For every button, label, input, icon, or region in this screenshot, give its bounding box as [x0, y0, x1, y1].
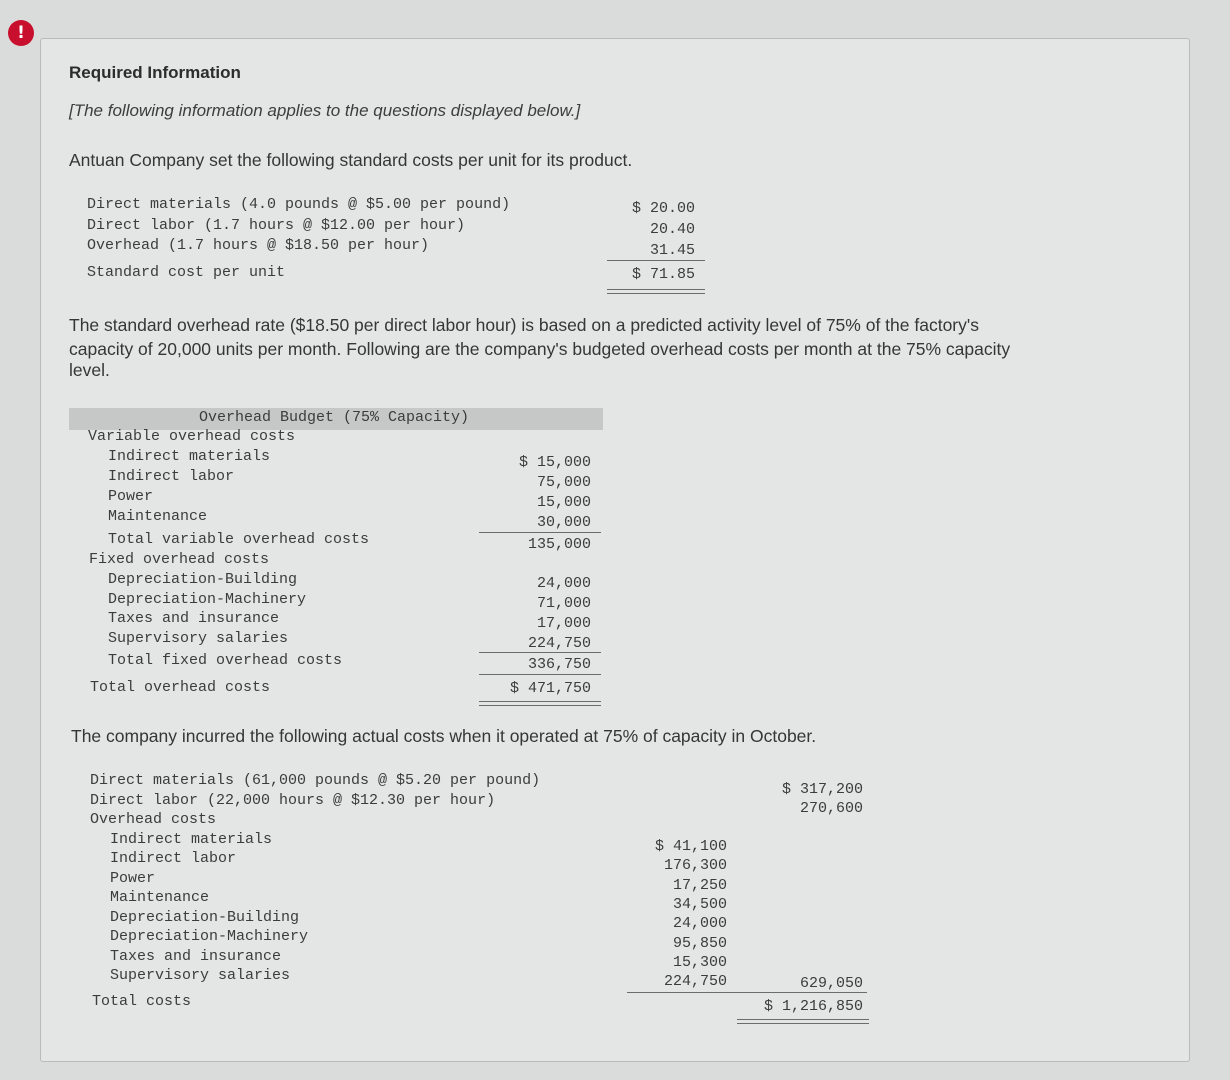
subtotal-rule	[479, 652, 601, 653]
total-double-rule	[479, 701, 601, 706]
budget-item-label: Taxes and insurance	[108, 610, 280, 627]
instruction-note: [The following information applies to the questions displayed below.]	[69, 101, 581, 120]
budget-item-value: 24,000	[536, 575, 591, 592]
std-row-label: Overhead (1.7 hours @ $18.50 per hour)	[87, 237, 430, 254]
actual-item-value: 176,300	[663, 857, 727, 874]
actual-dm-label: Direct materials (61,000 pounds @ $5.20 per pound)	[90, 772, 541, 789]
actual-item-value: 15,300	[672, 954, 727, 971]
actual-item-value: 95,850	[672, 935, 727, 952]
actual-dm-value: $ 317,200	[781, 781, 863, 798]
overhead-para-line: capacity of 20,000 units per month. Following are the company's budgeted overhead costs per month at the 75% capacity	[69, 339, 1011, 359]
actual-intro-text: The company incurred the following actual costs when it operated at 75% of capacity in October.	[71, 726, 817, 746]
budget-item-label: Power	[108, 488, 154, 505]
actual-item-label: Supervisory salaries	[110, 967, 291, 984]
required-information-card	[40, 38, 1190, 1062]
actual-item-label: Depreciation-Building	[110, 909, 300, 926]
actual-item-label: Indirect labor	[110, 850, 237, 867]
actual-overhead-total: 629,050	[799, 975, 863, 992]
std-row-label: Direct labor (1.7 hours @ $12.00 per hour)	[87, 217, 466, 234]
actual-total-label: Total costs	[92, 993, 192, 1010]
budget-title: Overhead Budget (75% Capacity)	[199, 409, 470, 426]
budget-item-label: Depreciation-Building	[108, 571, 298, 588]
overhead-para-line: level.	[69, 360, 110, 380]
actual-item-value: 24,000	[672, 915, 727, 932]
variable-total-value: 135,000	[527, 536, 591, 553]
std-total-label: Standard cost per unit	[87, 264, 286, 281]
section-heading: Required Information	[69, 63, 241, 82]
actual-item-value: 34,500	[672, 896, 727, 913]
budget-item-value: 224,750	[527, 635, 591, 652]
budget-item-value: 75,000	[536, 474, 591, 491]
actual-overhead-header: Overhead costs	[90, 811, 217, 828]
actual-total-value: $ 1,216,850	[763, 998, 863, 1015]
std-row-value: 20.40	[649, 221, 695, 238]
actual-dl-value: 270,600	[799, 800, 863, 817]
actual-dl-label: Direct labor (22,000 hours @ $12.30 per hour)	[90, 792, 496, 809]
intro-text: Antuan Company set the following standard costs per unit for its product.	[69, 150, 633, 170]
actual-item-label: Taxes and insurance	[110, 948, 282, 965]
variable-total-label: Total variable overhead costs	[108, 531, 370, 548]
std-row-value: 31.45	[649, 242, 695, 259]
budget-total-value: $ 471,750	[509, 680, 591, 697]
std-total-value: $ 71.85	[631, 266, 695, 283]
subtotal-rule	[607, 260, 705, 261]
subtotal-rule	[627, 992, 867, 993]
actual-item-label: Indirect materials	[110, 831, 273, 848]
budget-total-label: Total overhead costs	[90, 679, 271, 696]
budget-item-value: $ 15,000	[518, 454, 591, 471]
subtotal-rule	[479, 532, 601, 533]
budget-item-value: 71,000	[536, 595, 591, 612]
total-double-rule	[737, 1019, 869, 1024]
budget-item-value: 30,000	[536, 514, 591, 531]
variable-header: Variable overhead costs	[88, 428, 296, 445]
std-row-value: $ 20.00	[631, 200, 695, 217]
total-double-rule	[607, 289, 705, 294]
actual-item-label: Depreciation-Machinery	[110, 928, 309, 945]
fixed-total-label: Total fixed overhead costs	[108, 652, 343, 669]
actual-item-value: $ 41,100	[654, 838, 727, 855]
actual-item-value: 17,250	[672, 877, 727, 894]
std-row-label: Direct materials (4.0 pounds @ $5.00 per pound)	[87, 196, 511, 213]
budget-item-label: Supervisory salaries	[108, 630, 289, 647]
fixed-total-value: 336,750	[527, 656, 591, 673]
budget-item-label: Maintenance	[108, 508, 208, 525]
overhead-para-line: The standard overhead rate ($18.50 per direct labor hour) is based on a predicted activity level of 75% of the factory's	[69, 315, 979, 335]
actual-item-label: Power	[110, 870, 156, 887]
fixed-header: Fixed overhead costs	[89, 551, 270, 568]
budget-item-label: Indirect materials	[108, 448, 271, 465]
alert-icon: !	[8, 20, 34, 46]
actual-item-value: 224,750	[663, 973, 727, 990]
budget-item-value: 17,000	[536, 615, 591, 632]
actual-item-label: Maintenance	[110, 889, 210, 906]
budget-item-label: Indirect labor	[108, 468, 235, 485]
subtotal-rule	[479, 674, 601, 675]
budget-item-label: Depreciation-Machinery	[108, 591, 307, 608]
budget-item-value: 15,000	[536, 494, 591, 511]
